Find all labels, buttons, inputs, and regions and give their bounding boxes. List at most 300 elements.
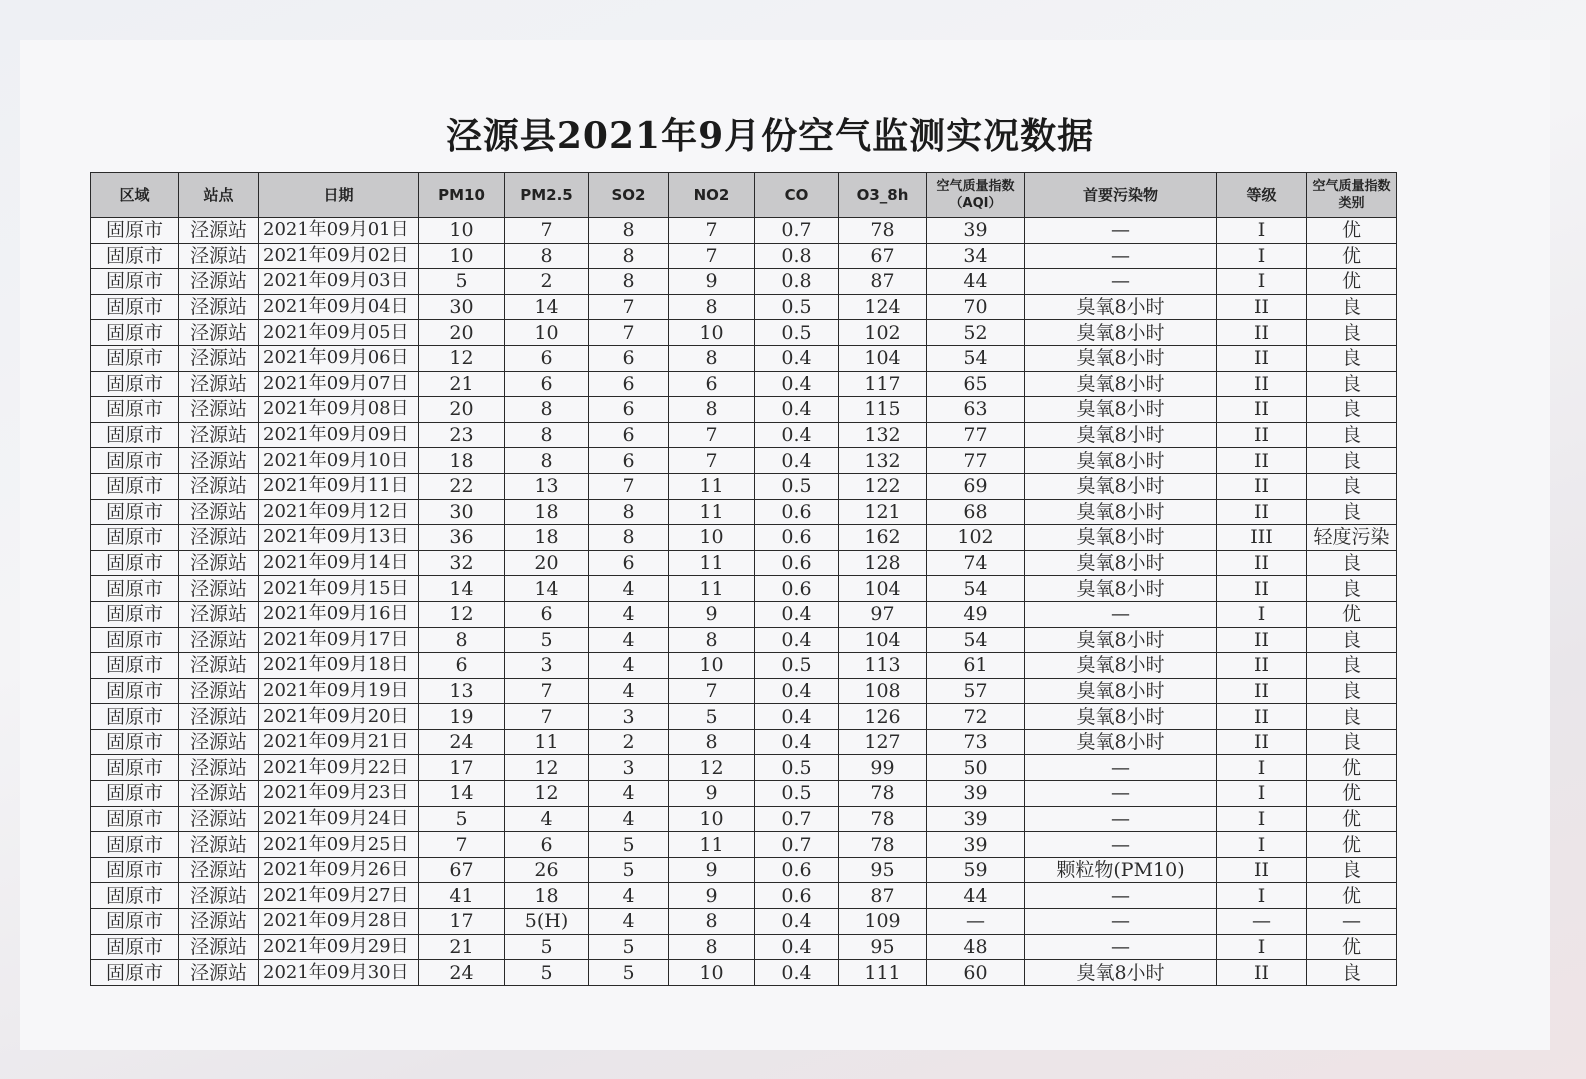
header-primary-pollutant: 首要污染物 bbox=[1025, 173, 1217, 218]
cell-co: 0.5 bbox=[755, 781, 839, 807]
cell-region: 固原市 bbox=[91, 729, 179, 755]
cell-date: 2021年09月18日 bbox=[259, 653, 419, 679]
cell-pm10: 24 bbox=[419, 960, 505, 986]
cell-aqi: 44 bbox=[927, 269, 1025, 295]
cell-no2: 8 bbox=[669, 729, 755, 755]
cell-aqi-category: 优 bbox=[1307, 243, 1397, 269]
cell-co: 0.5 bbox=[755, 653, 839, 679]
cell-co: 0.8 bbox=[755, 269, 839, 295]
cell-aqi-category: 优 bbox=[1307, 601, 1397, 627]
cell-no2: 11 bbox=[669, 550, 755, 576]
cell-region: 固原市 bbox=[91, 550, 179, 576]
cell-so2: 8 bbox=[589, 499, 669, 525]
cell-so2: 4 bbox=[589, 653, 669, 679]
cell-region: 固原市 bbox=[91, 601, 179, 627]
cell-aqi-category: 优 bbox=[1307, 883, 1397, 909]
cell-primary-pollutant: 臭氧8小时 bbox=[1025, 397, 1217, 423]
cell-co: 0.4 bbox=[755, 960, 839, 986]
cell-o3-8h: 132 bbox=[839, 422, 927, 448]
cell-o3-8h: 122 bbox=[839, 473, 927, 499]
cell-co: 0.4 bbox=[755, 704, 839, 730]
cell-pm10: 5 bbox=[419, 269, 505, 295]
header-aqi: 空气质量指数（AQI） bbox=[927, 173, 1025, 218]
cell-aqi-category: 良 bbox=[1307, 294, 1397, 320]
cell-o3-8h: 78 bbox=[839, 806, 927, 832]
cell-grade: I bbox=[1217, 781, 1307, 807]
cell-date: 2021年09月11日 bbox=[259, 473, 419, 499]
cell-o3-8h: 78 bbox=[839, 832, 927, 858]
cell-so2: 4 bbox=[589, 883, 669, 909]
cell-aqi-category: 优 bbox=[1307, 832, 1397, 858]
cell-pm25: 20 bbox=[505, 550, 589, 576]
cell-co: 0.4 bbox=[755, 627, 839, 653]
cell-no2: 7 bbox=[669, 243, 755, 269]
cell-so2: 5 bbox=[589, 857, 669, 883]
cell-primary-pollutant: — bbox=[1025, 601, 1217, 627]
cell-station: 泾源站 bbox=[179, 909, 259, 935]
cell-station: 泾源站 bbox=[179, 576, 259, 602]
cell-grade: II bbox=[1217, 294, 1307, 320]
cell-no2: 7 bbox=[669, 422, 755, 448]
cell-aqi: 70 bbox=[927, 294, 1025, 320]
cell-co: 0.5 bbox=[755, 294, 839, 320]
header-so2: SO2 bbox=[589, 173, 669, 218]
header-pm10: PM10 bbox=[419, 173, 505, 218]
cell-co: 0.6 bbox=[755, 857, 839, 883]
cell-grade: I bbox=[1217, 218, 1307, 244]
cell-pm25: 6 bbox=[505, 832, 589, 858]
cell-no2: 12 bbox=[669, 755, 755, 781]
cell-aqi-category: 良 bbox=[1307, 653, 1397, 679]
cell-co: 0.4 bbox=[755, 729, 839, 755]
cell-pm10: 6 bbox=[419, 653, 505, 679]
cell-o3-8h: 111 bbox=[839, 960, 927, 986]
cell-date: 2021年09月19日 bbox=[259, 678, 419, 704]
cell-region: 固原市 bbox=[91, 525, 179, 551]
table-row bbox=[91, 473, 1397, 499]
cell-no2: 11 bbox=[669, 473, 755, 499]
cell-o3-8h: 78 bbox=[839, 781, 927, 807]
cell-aqi: 69 bbox=[927, 473, 1025, 499]
table-row bbox=[91, 781, 1397, 807]
cell-aqi: 74 bbox=[927, 550, 1025, 576]
cell-no2: 11 bbox=[669, 576, 755, 602]
cell-o3-8h: 104 bbox=[839, 345, 927, 371]
cell-no2: 8 bbox=[669, 397, 755, 423]
cell-region: 固原市 bbox=[91, 704, 179, 730]
cell-no2: 8 bbox=[669, 934, 755, 960]
cell-no2: 11 bbox=[669, 832, 755, 858]
cell-region: 固原市 bbox=[91, 806, 179, 832]
cell-aqi: 34 bbox=[927, 243, 1025, 269]
cell-pm25: 5 bbox=[505, 934, 589, 960]
table-row bbox=[91, 320, 1397, 346]
cell-grade: II bbox=[1217, 448, 1307, 474]
cell-aqi: 61 bbox=[927, 653, 1025, 679]
cell-station: 泾源站 bbox=[179, 781, 259, 807]
cell-aqi: 65 bbox=[927, 371, 1025, 397]
cell-co: 0.6 bbox=[755, 576, 839, 602]
cell-aqi: 54 bbox=[927, 627, 1025, 653]
cell-o3-8h: 99 bbox=[839, 755, 927, 781]
cell-aqi: 102 bbox=[927, 525, 1025, 551]
table-row bbox=[91, 934, 1397, 960]
table-row bbox=[91, 883, 1397, 909]
cell-station: 泾源站 bbox=[179, 832, 259, 858]
cell-so2: 6 bbox=[589, 550, 669, 576]
cell-pm10: 13 bbox=[419, 678, 505, 704]
cell-station: 泾源站 bbox=[179, 550, 259, 576]
cell-aqi: 59 bbox=[927, 857, 1025, 883]
cell-primary-pollutant: 臭氧8小时 bbox=[1025, 371, 1217, 397]
cell-aqi: 57 bbox=[927, 678, 1025, 704]
cell-grade: II bbox=[1217, 653, 1307, 679]
cell-primary-pollutant: 臭氧8小时 bbox=[1025, 729, 1217, 755]
cell-grade: II bbox=[1217, 857, 1307, 883]
cell-pm25: 18 bbox=[505, 525, 589, 551]
page-title: 泾源县2021年9月份空气监测实况数据 bbox=[445, 115, 1095, 157]
cell-pm25: 7 bbox=[505, 678, 589, 704]
cell-o3-8h: 102 bbox=[839, 320, 927, 346]
cell-co: 0.4 bbox=[755, 934, 839, 960]
cell-pm10: 14 bbox=[419, 576, 505, 602]
cell-pm10: 20 bbox=[419, 397, 505, 423]
cell-region: 固原市 bbox=[91, 218, 179, 244]
cell-primary-pollutant: 臭氧8小时 bbox=[1025, 422, 1217, 448]
cell-co: 0.6 bbox=[755, 883, 839, 909]
cell-o3-8h: 97 bbox=[839, 601, 927, 627]
cell-pm25: 5 bbox=[505, 960, 589, 986]
cell-o3-8h: 87 bbox=[839, 269, 927, 295]
cell-date: 2021年09月03日 bbox=[259, 269, 419, 295]
cell-primary-pollutant: — bbox=[1025, 218, 1217, 244]
cell-aqi: 39 bbox=[927, 218, 1025, 244]
cell-primary-pollutant: — bbox=[1025, 806, 1217, 832]
cell-station: 泾源站 bbox=[179, 755, 259, 781]
cell-primary-pollutant: 臭氧8小时 bbox=[1025, 960, 1217, 986]
cell-primary-pollutant: — bbox=[1025, 243, 1217, 269]
cell-aqi: 60 bbox=[927, 960, 1025, 986]
cell-station: 泾源站 bbox=[179, 857, 259, 883]
cell-aqi-category: 良 bbox=[1307, 550, 1397, 576]
cell-pm10: 10 bbox=[419, 243, 505, 269]
cell-primary-pollutant: 臭氧8小时 bbox=[1025, 320, 1217, 346]
cell-no2: 8 bbox=[669, 627, 755, 653]
cell-primary-pollutant: 臭氧8小时 bbox=[1025, 704, 1217, 730]
cell-o3-8h: 162 bbox=[839, 525, 927, 551]
table-row bbox=[91, 704, 1397, 730]
cell-pm25: 4 bbox=[505, 806, 589, 832]
cell-region: 固原市 bbox=[91, 960, 179, 986]
cell-no2: 10 bbox=[669, 806, 755, 832]
cell-region: 固原市 bbox=[91, 499, 179, 525]
cell-date: 2021年09月04日 bbox=[259, 294, 419, 320]
cell-pm10: 36 bbox=[419, 525, 505, 551]
cell-pm10: 30 bbox=[419, 499, 505, 525]
cell-region: 固原市 bbox=[91, 269, 179, 295]
cell-grade: II bbox=[1217, 473, 1307, 499]
cell-aqi-category: 优 bbox=[1307, 934, 1397, 960]
cell-no2: 9 bbox=[669, 857, 755, 883]
cell-pm10: 12 bbox=[419, 601, 505, 627]
cell-aqi: 54 bbox=[927, 576, 1025, 602]
cell-date: 2021年09月01日 bbox=[259, 218, 419, 244]
table-row bbox=[91, 294, 1397, 320]
cell-so2: 5 bbox=[589, 832, 669, 858]
cell-pm25: 8 bbox=[505, 397, 589, 423]
cell-pm25: 5(H) bbox=[505, 909, 589, 935]
cell-o3-8h: 78 bbox=[839, 218, 927, 244]
cell-aqi-category: — bbox=[1307, 909, 1397, 935]
cell-primary-pollutant: — bbox=[1025, 883, 1217, 909]
table-header-row bbox=[91, 173, 1397, 218]
cell-so2: 4 bbox=[589, 627, 669, 653]
cell-so2: 4 bbox=[589, 781, 669, 807]
table-row bbox=[91, 576, 1397, 602]
cell-grade: II bbox=[1217, 422, 1307, 448]
cell-grade: I bbox=[1217, 601, 1307, 627]
cell-grade: II bbox=[1217, 678, 1307, 704]
header-aqi-category: 空气质量指数类别 bbox=[1307, 173, 1397, 218]
cell-primary-pollutant: 臭氧8小时 bbox=[1025, 576, 1217, 602]
cell-no2: 9 bbox=[669, 883, 755, 909]
cell-pm25: 7 bbox=[505, 704, 589, 730]
cell-o3-8h: 124 bbox=[839, 294, 927, 320]
cell-aqi-category: 优 bbox=[1307, 781, 1397, 807]
header-region: 区域 bbox=[91, 173, 179, 218]
cell-co: 0.4 bbox=[755, 601, 839, 627]
cell-so2: 4 bbox=[589, 601, 669, 627]
cell-pm25: 11 bbox=[505, 729, 589, 755]
cell-station: 泾源站 bbox=[179, 371, 259, 397]
cell-region: 固原市 bbox=[91, 653, 179, 679]
cell-region: 固原市 bbox=[91, 243, 179, 269]
cell-so2: 3 bbox=[589, 755, 669, 781]
cell-pm25: 5 bbox=[505, 627, 589, 653]
cell-so2: 4 bbox=[589, 909, 669, 935]
cell-co: 0.4 bbox=[755, 397, 839, 423]
table-row bbox=[91, 269, 1397, 295]
cell-o3-8h: 126 bbox=[839, 704, 927, 730]
cell-region: 固原市 bbox=[91, 857, 179, 883]
cell-date: 2021年09月20日 bbox=[259, 704, 419, 730]
cell-pm25: 10 bbox=[505, 320, 589, 346]
cell-grade: II bbox=[1217, 550, 1307, 576]
cell-co: 0.4 bbox=[755, 909, 839, 935]
cell-no2: 7 bbox=[669, 218, 755, 244]
header-station: 站点 bbox=[179, 173, 259, 218]
cell-co: 0.5 bbox=[755, 755, 839, 781]
cell-pm10: 17 bbox=[419, 755, 505, 781]
header-co: CO bbox=[755, 173, 839, 218]
cell-pm10: 21 bbox=[419, 371, 505, 397]
cell-primary-pollutant: 臭氧8小时 bbox=[1025, 653, 1217, 679]
cell-aqi-category: 良 bbox=[1307, 320, 1397, 346]
cell-co: 0.5 bbox=[755, 473, 839, 499]
cell-station: 泾源站 bbox=[179, 806, 259, 832]
cell-primary-pollutant: 臭氧8小时 bbox=[1025, 678, 1217, 704]
cell-aqi-category: 良 bbox=[1307, 857, 1397, 883]
cell-no2: 7 bbox=[669, 448, 755, 474]
cell-station: 泾源站 bbox=[179, 704, 259, 730]
cell-grade: II bbox=[1217, 371, 1307, 397]
cell-so2: 6 bbox=[589, 371, 669, 397]
cell-date: 2021年09月29日 bbox=[259, 934, 419, 960]
cell-co: 0.5 bbox=[755, 320, 839, 346]
cell-pm10: 14 bbox=[419, 781, 505, 807]
table-row bbox=[91, 909, 1397, 935]
table-row bbox=[91, 653, 1397, 679]
cell-date: 2021年09月13日 bbox=[259, 525, 419, 551]
cell-date: 2021年09月21日 bbox=[259, 729, 419, 755]
cell-grade: II bbox=[1217, 345, 1307, 371]
cell-primary-pollutant: 臭氧8小时 bbox=[1025, 448, 1217, 474]
cell-pm10: 12 bbox=[419, 345, 505, 371]
cell-primary-pollutant: 颗粒物(PM10) bbox=[1025, 857, 1217, 883]
cell-aqi-category: 良 bbox=[1307, 499, 1397, 525]
cell-date: 2021年09月15日 bbox=[259, 576, 419, 602]
cell-region: 固原市 bbox=[91, 755, 179, 781]
table-row bbox=[91, 422, 1397, 448]
cell-station: 泾源站 bbox=[179, 243, 259, 269]
cell-aqi-category: 良 bbox=[1307, 473, 1397, 499]
header-grade: 等级 bbox=[1217, 173, 1307, 218]
cell-o3-8h: 128 bbox=[839, 550, 927, 576]
cell-aqi: 73 bbox=[927, 729, 1025, 755]
cell-aqi: 72 bbox=[927, 704, 1025, 730]
cell-date: 2021年09月26日 bbox=[259, 857, 419, 883]
cell-pm25: 12 bbox=[505, 781, 589, 807]
cell-pm25: 8 bbox=[505, 422, 589, 448]
table-row bbox=[91, 243, 1397, 269]
cell-no2: 8 bbox=[669, 345, 755, 371]
cell-aqi-category: 良 bbox=[1307, 448, 1397, 474]
cell-date: 2021年09月30日 bbox=[259, 960, 419, 986]
cell-primary-pollutant: 臭氧8小时 bbox=[1025, 550, 1217, 576]
cell-primary-pollutant: — bbox=[1025, 909, 1217, 935]
cell-pm10: 32 bbox=[419, 550, 505, 576]
cell-grade: I bbox=[1217, 806, 1307, 832]
cell-co: 0.6 bbox=[755, 499, 839, 525]
cell-no2: 10 bbox=[669, 653, 755, 679]
cell-station: 泾源站 bbox=[179, 499, 259, 525]
cell-primary-pollutant: — bbox=[1025, 755, 1217, 781]
cell-aqi: 39 bbox=[927, 781, 1025, 807]
cell-aqi: 52 bbox=[927, 320, 1025, 346]
cell-so2: 5 bbox=[589, 934, 669, 960]
cell-o3-8h: 95 bbox=[839, 857, 927, 883]
cell-aqi-category: 良 bbox=[1307, 627, 1397, 653]
cell-aqi-category: 优 bbox=[1307, 755, 1397, 781]
cell-primary-pollutant: 臭氧8小时 bbox=[1025, 499, 1217, 525]
cell-grade: II bbox=[1217, 960, 1307, 986]
cell-grade: — bbox=[1217, 909, 1307, 935]
cell-station: 泾源站 bbox=[179, 960, 259, 986]
cell-station: 泾源站 bbox=[179, 218, 259, 244]
cell-co: 0.4 bbox=[755, 371, 839, 397]
cell-so2: 8 bbox=[589, 218, 669, 244]
cell-station: 泾源站 bbox=[179, 729, 259, 755]
cell-region: 固原市 bbox=[91, 934, 179, 960]
cell-date: 2021年09月07日 bbox=[259, 371, 419, 397]
cell-region: 固原市 bbox=[91, 627, 179, 653]
cell-grade: II bbox=[1217, 397, 1307, 423]
cell-aqi-category: 良 bbox=[1307, 704, 1397, 730]
cell-o3-8h: 104 bbox=[839, 576, 927, 602]
cell-pm10: 20 bbox=[419, 320, 505, 346]
cell-pm25: 8 bbox=[505, 448, 589, 474]
cell-no2: 9 bbox=[669, 269, 755, 295]
cell-so2: 7 bbox=[589, 320, 669, 346]
cell-station: 泾源站 bbox=[179, 320, 259, 346]
cell-date: 2021年09月24日 bbox=[259, 806, 419, 832]
cell-aqi-category: 优 bbox=[1307, 806, 1397, 832]
cell-pm10: 30 bbox=[419, 294, 505, 320]
cell-date: 2021年09月05日 bbox=[259, 320, 419, 346]
cell-date: 2021年09月06日 bbox=[259, 345, 419, 371]
cell-aqi: 63 bbox=[927, 397, 1025, 423]
cell-o3-8h: 113 bbox=[839, 653, 927, 679]
cell-aqi: 49 bbox=[927, 601, 1025, 627]
cell-no2: 7 bbox=[669, 678, 755, 704]
cell-so2: 2 bbox=[589, 729, 669, 755]
cell-o3-8h: 117 bbox=[839, 371, 927, 397]
cell-pm25: 18 bbox=[505, 499, 589, 525]
cell-aqi-category: 优 bbox=[1307, 269, 1397, 295]
cell-region: 固原市 bbox=[91, 832, 179, 858]
cell-primary-pollutant: 臭氧8小时 bbox=[1025, 294, 1217, 320]
cell-station: 泾源站 bbox=[179, 448, 259, 474]
cell-station: 泾源站 bbox=[179, 294, 259, 320]
cell-aqi-category: 良 bbox=[1307, 397, 1397, 423]
cell-o3-8h: 67 bbox=[839, 243, 927, 269]
cell-aqi-category: 优 bbox=[1307, 218, 1397, 244]
cell-aqi-category: 良 bbox=[1307, 371, 1397, 397]
cell-grade: I bbox=[1217, 243, 1307, 269]
table-row bbox=[91, 550, 1397, 576]
cell-grade: II bbox=[1217, 627, 1307, 653]
cell-station: 泾源站 bbox=[179, 678, 259, 704]
cell-pm10: 19 bbox=[419, 704, 505, 730]
cell-pm25: 6 bbox=[505, 345, 589, 371]
cell-no2: 11 bbox=[669, 499, 755, 525]
cell-date: 2021年09月10日 bbox=[259, 448, 419, 474]
cell-region: 固原市 bbox=[91, 397, 179, 423]
cell-co: 0.4 bbox=[755, 678, 839, 704]
cell-pm10: 67 bbox=[419, 857, 505, 883]
cell-aqi: 44 bbox=[927, 883, 1025, 909]
cell-primary-pollutant: — bbox=[1025, 832, 1217, 858]
cell-o3-8h: 132 bbox=[839, 448, 927, 474]
cell-no2: 9 bbox=[669, 601, 755, 627]
table-row bbox=[91, 755, 1397, 781]
header-o3-8h: O3_8h bbox=[839, 173, 927, 218]
cell-region: 固原市 bbox=[91, 678, 179, 704]
cell-station: 泾源站 bbox=[179, 934, 259, 960]
cell-so2: 6 bbox=[589, 448, 669, 474]
cell-so2: 7 bbox=[589, 294, 669, 320]
cell-region: 固原市 bbox=[91, 909, 179, 935]
table-row bbox=[91, 857, 1397, 883]
cell-date: 2021年09月28日 bbox=[259, 909, 419, 935]
cell-grade: I bbox=[1217, 755, 1307, 781]
cell-region: 固原市 bbox=[91, 320, 179, 346]
cell-o3-8h: 127 bbox=[839, 729, 927, 755]
cell-aqi-category: 良 bbox=[1307, 576, 1397, 602]
cell-aqi-category: 良 bbox=[1307, 678, 1397, 704]
cell-aqi-category: 良 bbox=[1307, 960, 1397, 986]
cell-o3-8h: 108 bbox=[839, 678, 927, 704]
